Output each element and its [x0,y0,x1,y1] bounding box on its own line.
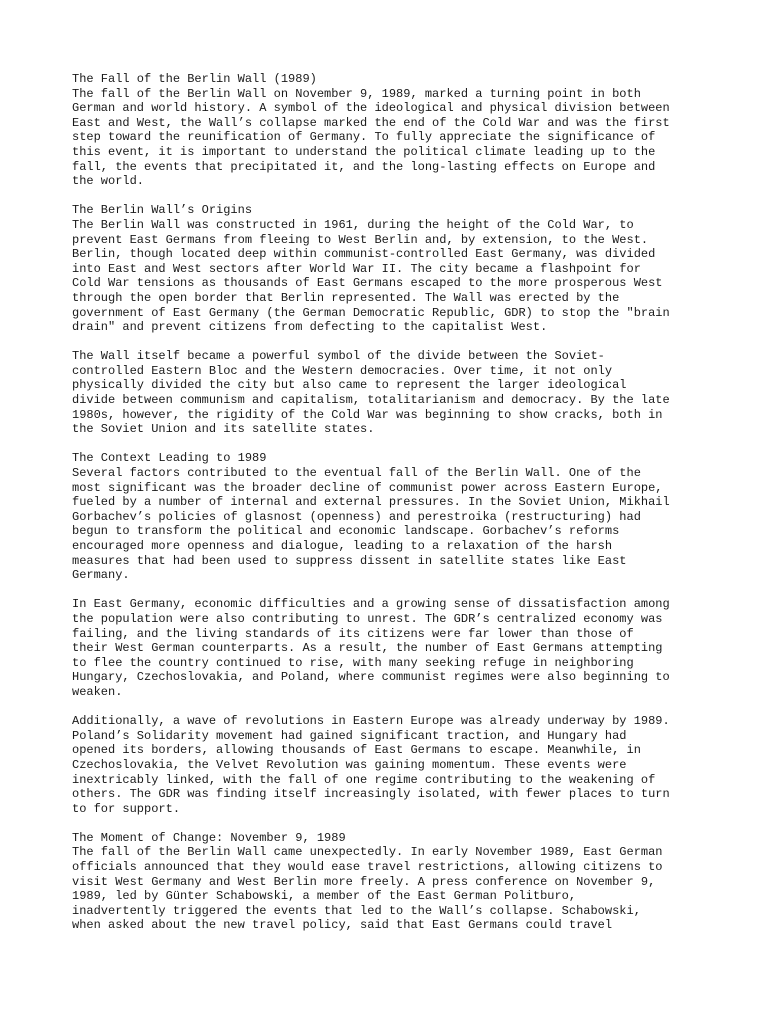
text-line: Berlin, though located deep within communist-controlled East Germany, was divided [72,247,656,262]
text-line: government of East Germany (the German Democratic Republic, GDR) to stop the "brain [72,305,670,320]
text-line: through the open border that Berlin represented. The Wall was erected by the [72,290,620,305]
text-line: Hungary, Czechoslovakia, and Poland, where communist regimes were also beginning to [72,670,670,685]
text-line: drain" and prevent citizens from defecting to the capitalist West. [72,320,548,335]
text-line: Additionally, a wave of revolutions in Eastern Europe was already underway by 1989. [72,714,670,729]
text-line: weaken. [72,684,123,699]
text-line: 1980s, however, the rigidity of the Cold War was beginning to show cracks, both in [72,407,663,422]
text-line: Germany. [72,568,130,583]
text-line: fall, the events that precipitated it, and the long-lasting effects on Europe and [72,159,656,174]
text-line: The Berlin Wall was constructed in 1961, during the height of the Cold War, to [72,217,634,232]
text-line: officials announced that they would ease travel restrictions, allowing citizens to [72,860,663,875]
text-line: In East Germany, economic difficulties and a growing sense of dissatisfaction among [72,597,670,612]
text-line: opened its borders, allowing thousands of East Germans to escape. Meanwhile, in [72,743,641,758]
text-line: the population were also contributing to unrest. The GDR’s centralized economy was [72,611,663,626]
paragraph-context [72,451,712,582]
text-line: The fall of the Berlin Wall on November 9, 1989, marked a turning point in both [72,86,641,101]
text-line: begun to transform the political and economic landscape. Gorbachev’s reforms [72,524,620,539]
text-line: when asked about the new travel policy, said that East Germans could travel [72,918,613,933]
paragraph-east-germany [72,597,712,699]
section-heading: The Fall of the Berlin Wall (1989) [72,72,317,86]
text-line: divide between communism and capitalism, totalitarianism and democracy. By the late [72,393,670,408]
text-line: German and world history. A symbol of the ideological and physical division between [72,101,670,116]
text-line: inextricably linked, with the fall of one regime contributing to the weakening of [72,772,656,787]
text-line: East and West, the Wall’s collapse marked the end of the Cold War and was the first [72,115,670,130]
text-line: The Wall itself became a powerful symbol of the divide between the Soviet- [72,349,605,364]
paragraph-origins [72,203,712,334]
text-line: Several factors contributed to the eventual fall of the Berlin Wall. One of the [72,466,641,481]
text-line: the Soviet Union and its satellite states. [72,422,375,437]
text-line: the world. [72,174,145,189]
text-line: their West German counterparts. As a result, the number of East Germans attempting [72,641,663,656]
text-line: measures that had been used to suppress dissent in satellite states like East [72,553,627,568]
paragraph-moment-of-change [72,831,712,933]
text-line: others. The GDR was finding itself increasingly isolated, with fewer places to turn [72,787,670,802]
paragraph-wall-symbol [72,349,712,437]
text-line: inadvertently triggered the events that led to the Wall’s collapse. Schabowski, [72,903,641,918]
text-line: Cold War tensions as thousands of East Germans escaped to the more prosperous West [72,276,663,291]
text-line: into East and West sectors after World War II. The city became a flashpoint for [72,261,641,276]
text-line: prevent East Germans from fleeing to West Berlin and, by extension, to the West. [72,232,649,247]
text-line: most significant was the broader decline of communist power across Eastern Europe, [72,480,663,495]
text-line: to for support. [72,801,181,816]
section-heading: The Berlin Wall’s Origins [72,203,253,218]
text-line: to flee the country continued to rise, with many seeking refuge in neighboring [72,655,634,670]
section-heading: The Context Leading to 1989 [72,451,267,466]
text-line: step toward the reunification of Germany. To fully appreciate the significance of [72,130,656,145]
text-line: 1989, led by Günter Schabowski, a member of the East German Politburo, [72,889,577,904]
text-line: Czechoslovakia, the Velvet Revolution was gaining momentum. These events were [72,757,627,772]
document-page [72,72,712,948]
text-line: this event, it is important to understand the political climate leading up to the [72,144,656,159]
section-heading: The Moment of Change: November 9, 1989 [72,830,346,845]
text-line: physically divided the city but also came to represent the larger ideological [72,378,627,393]
text-line: The fall of the Berlin Wall came unexpectedly. In early November 1989, East German [72,845,663,860]
text-line: Poland’s Solidarity movement had gained significant traction, and Hungary had [72,728,627,743]
text-line: failing, and the living standards of its citizens were far lower than those of [72,626,634,641]
text-line: Gorbachev’s policies of glasnost (openness) and perestroika (restructuring) had [72,509,641,524]
text-line: encouraged more openness and dialogue, leading to a relaxation of the harsh [72,539,613,553]
text-line: fueled by a number of internal and external pressures. In the Soviet Union, Mikhail [72,495,670,510]
text-line: controlled Eastern Bloc and the Western democracies. Over time, it not only [72,363,613,378]
paragraph-intro [72,72,712,189]
text-line: visit West Germany and West Berlin more freely. A press conference on November 9, [72,874,656,889]
paragraph-revolutions [72,714,712,816]
